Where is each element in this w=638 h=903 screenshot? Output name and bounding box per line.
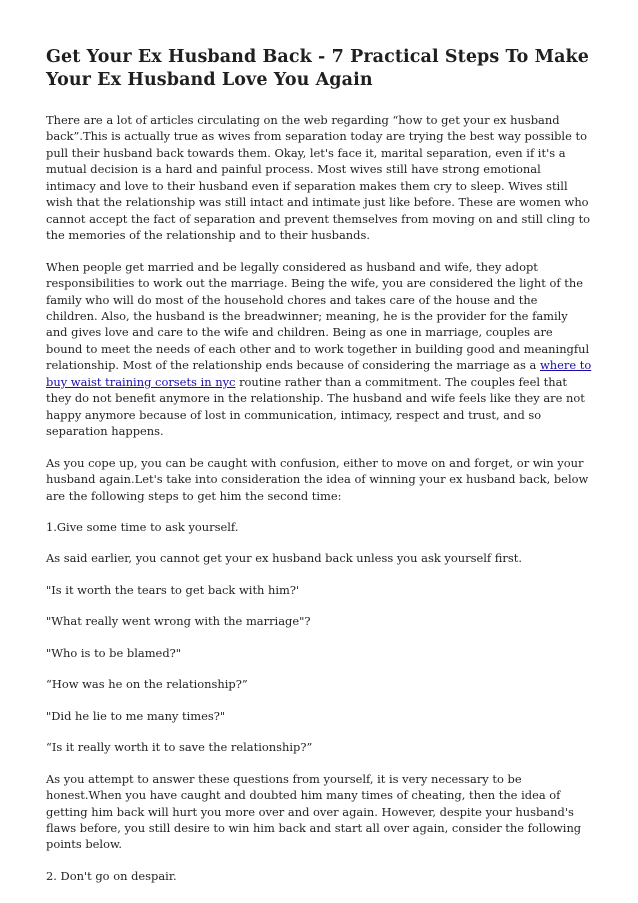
paragraph-cope: As you cope up, you can be caught with confusion, either to move on and forget, or win your husband again.Let's take into consideration the idea of winning your ex husband back, below are the following steps to get him the second time: xyxy=(46,455,589,503)
paragraph-honest: As you attempt to answer these questions from yourself, it is very necessary to be honest.When you have caught and doubted him many times of cheating, then the idea of getting him back will hurt you more over and over again. However, despite your husband's flaws before, you still desire to win him back and start all over again, consider the following points below. xyxy=(46,771,582,852)
question-3: "Who is to be blamed?" xyxy=(46,645,182,660)
step-1-heading: 1.Give some time to ask yourself. xyxy=(46,519,239,534)
question-1: "Is it worth the tears to get back with him?' xyxy=(46,582,300,597)
paragraph-intro: There are a lot of articles circulating on the web regarding “how to get your ex husband back”.This is actually true as wives from separation today are trying the best way possible to pull their husband back towards them. Okay, let's face it, marital separation, even if it's a mutual decision is a hard and painful process. Most wives still have strong emotional intimacy and love to their husband even if separation makes them cry to sleep. Wives still wish that the relationship was still intact and intimate just like before. These are women who cannot accept the fact of separation and prevent themselves from moving on and still cling to the memories of the relationship and to their husbands. xyxy=(46,113,591,243)
paragraph-ask-yourself: As said earlier, you cannot get your ex husband back unless you ask yourself first. xyxy=(46,551,522,566)
question-6: “Is it really worth it to save the relationship?” xyxy=(46,740,313,755)
article-title: Get Your Ex Husband Back - 7 Practical Steps To Make Your Ex Husband Love You Again xyxy=(46,47,589,90)
paragraph-marriage xyxy=(46,259,592,440)
question-4: “How was he on the relationship?” xyxy=(46,677,248,692)
paragraph-marriage-before: When people get married and be legally considered as husband and wife, they adopt responsibilities to work out the marriage. Being the wife, you are considered the light of the family who will do most of the household chores and takes care of the house and the children. Also, the husband is the breadwinner; meaning, he is the provider for the family and gives love and care to the wife and children. Being as one in marriage, couples are bound to meet the needs of each other and to work together in building good and meaningful relationship. Most of the relationship ends because of considering the marriage as a xyxy=(46,259,590,373)
step-2-heading: 2. Don't go on despair. xyxy=(46,868,177,883)
question-2: "What really went wrong with the marriage"? xyxy=(46,614,311,629)
question-5: "Did he lie to me many times?" xyxy=(46,708,226,723)
paragraph-marriage-after: routine rather than a commitment. The couples feel that they do not benefit anymore in the relationship. The husband and wife feels like they are not happy anymore because of lost in communication, intimacy, respect and trust, and so separation happens. xyxy=(46,374,585,439)
corsets-link[interactable]: where to buy waist training corsets in nyc xyxy=(46,358,592,389)
